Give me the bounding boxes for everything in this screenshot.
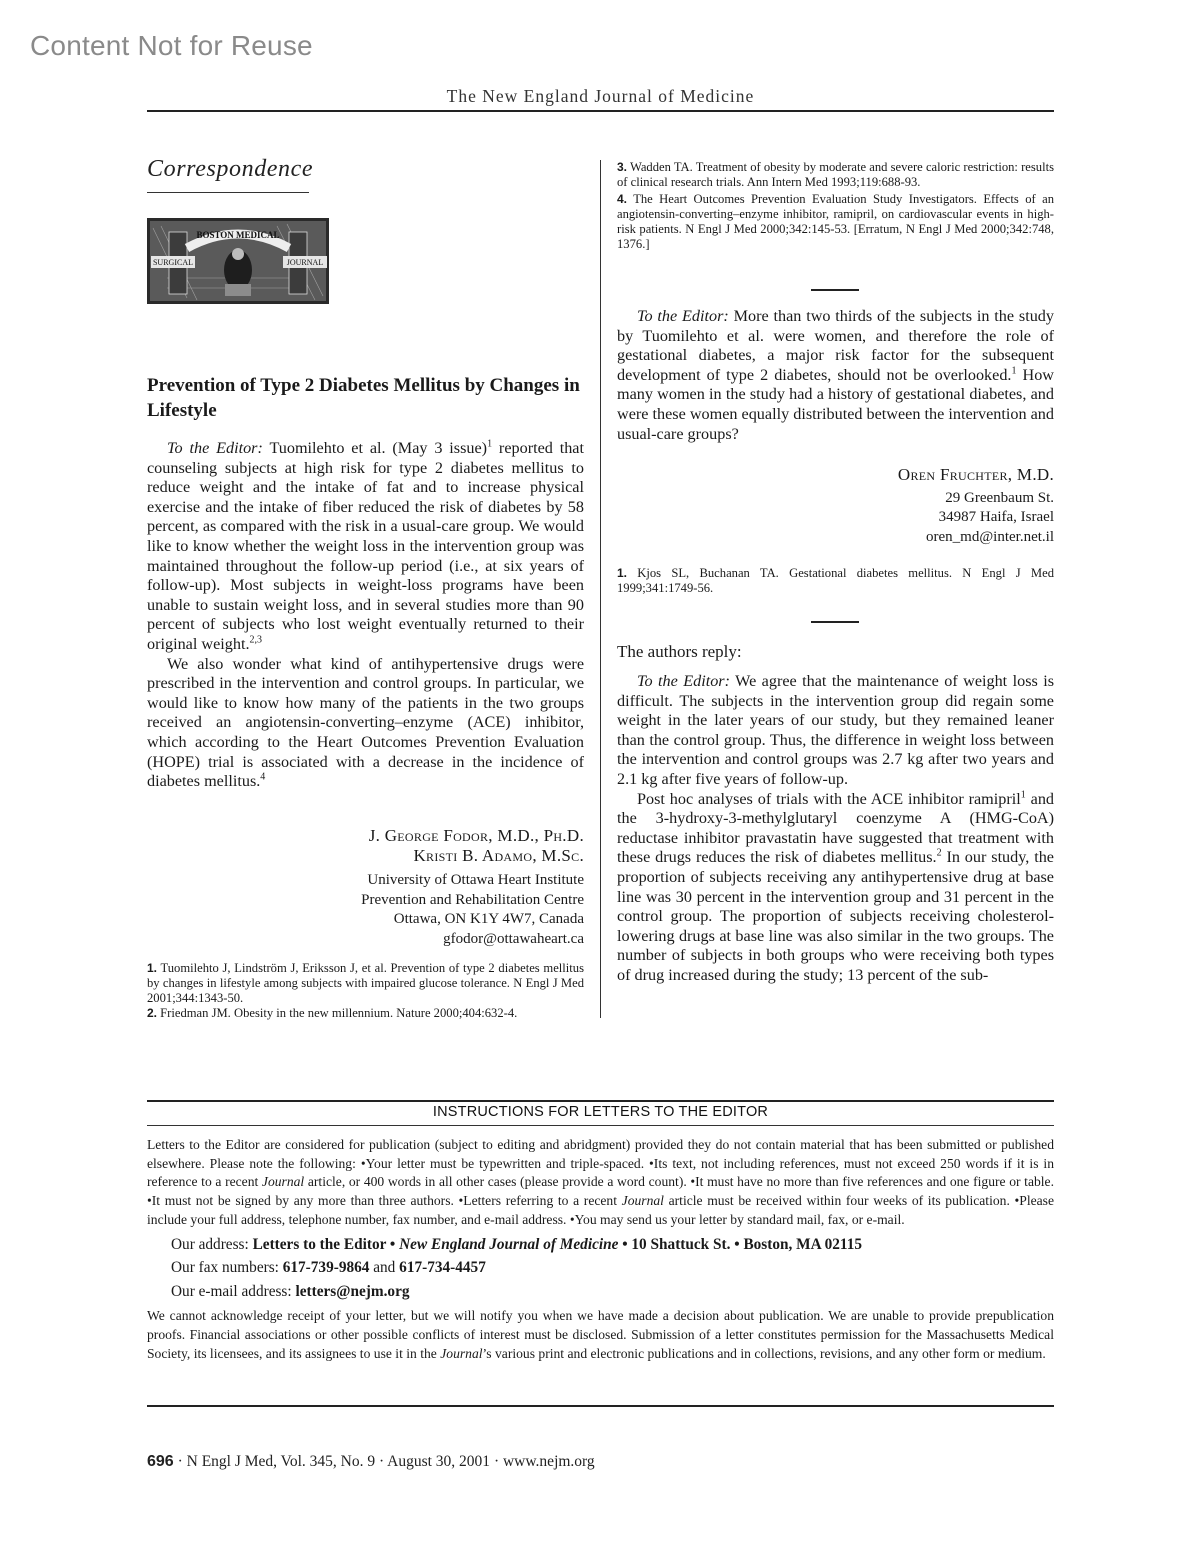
instructions-body bbox=[147, 1136, 1054, 1363]
letter-1-para-1: To the Editor: Tuomilehto et al. (May 3 issue)$^1$ reported that counseling subjects at high risk for type 2 diabetes mellitus to reduce weight and the intake of fat and to increase physical exercise and the intake of fiber reduced the risk of diabetes by 58 percent, as compared with the risk in a usual-care group. We would like to know whether the weight loss in the intervention group was maintained throughout the follow-up period (i.e., at six years of follow-up). Most subjects in weight-loss programs have been unable to sustain weight loss, and in several studies more than 90 percent of subjects who lost weight eventually returned to their original weight.$^{2,3}$ bbox=[147, 438, 584, 653]
page-number: 696 bbox=[147, 1453, 174, 1470]
author-affiliation: Prevention and Rehabilitation Centre bbox=[361, 891, 584, 908]
letter-1-body bbox=[147, 439, 584, 792]
logo-left-text: SURGICAL bbox=[152, 258, 194, 267]
instructions-para-1: Letters to the Editor are considered for publication (subject to editing and abridgment) provided they do not contain material that has been submitted or published elsewhere. Please note the following: •Your letter must be typewritten and triple-spaced. •Its text, not including references, must not exceed 250 words if it is in reference to a recent Journal article, or 400 words in all other cases (please provide a word count). •It must have no more than five references and one figure or table. •It must not be signed by any more than three authors. •Letters referring to a recent Journal article must be received within four weeks of its publication. •Please include your full address, telephone number, fax number, and e-mail address. •You may send us your letter by standard mail, fax, or e-mail. bbox=[147, 1137, 1054, 1227]
contact-email: Our e-mail address: letters@nejm.org bbox=[171, 1282, 410, 1300]
reply-heading: The authors reply: bbox=[617, 642, 742, 661]
issue-date: August 30, 2001 bbox=[387, 1453, 491, 1470]
section-title-rule bbox=[147, 192, 309, 193]
article-title: Prevention of Type 2 Diabetes Mellitus by Changes in Lifestyle bbox=[147, 375, 580, 421]
running-head: The New England Journal of Medicine bbox=[446, 86, 755, 106]
reply-para-2: Post hoc analyses of trials with the ACE inhibitor ramipril$^1$ and the 3-hydroxy-3-methylglutaryl coenzyme A (HMG-CoA) reductase inhibitor pravastatin have suggested that treatment with these drugs reduces the risk of diabetes mellitus.$^2$ In our study, the proportion of subjects receiving any antihypertensive drug at base line was 30 percent in the intervention group and 31 percent in the control group. The proportion of subjects receiving cholesterol-lowering drugs at base line was also similar in the two groups. The number of subjects in both groups who were receiving both types of drug increased during the study; 13 percent of the sub- bbox=[617, 789, 1055, 984]
author-address: 34987 Haifa, Israel bbox=[938, 509, 1054, 526]
letter-1-para-2: We also wonder what kind of antihypertensive drugs were prescribed in the intervention and control groups. In particular, we would like to know how many of the patients in the two groups received an angiotensin-converting–enzyme (ACE) inhibitor, which according to the Heart Outcomes Prevention Evaluation (HOPE) trial is associated with a decrease in the incidence of diabetes mellitus.$^4$ bbox=[147, 654, 584, 791]
letter-2-signature bbox=[617, 465, 1054, 547]
watermark: Content Not for Reuse bbox=[30, 30, 313, 61]
journal-url[interactable]: www.nejm.org bbox=[502, 1453, 595, 1470]
editor-salutation: To the Editor: bbox=[637, 672, 730, 690]
journal-logo bbox=[147, 218, 329, 304]
author-address: Ottawa, ON K1Y 4W7, Canada bbox=[393, 911, 584, 928]
contact-address: Our address: Letters to the Editor • New England Journal of Medicine • 10 Shattuck St. • Boston, MA 02115 bbox=[171, 1235, 863, 1253]
header-rule bbox=[147, 110, 1054, 112]
author-name: Kristi B. Adamo, M.Sc. bbox=[413, 845, 584, 865]
instructions-title: INSTRUCTIONS FOR LETTERS TO THE EDITOR bbox=[432, 1104, 769, 1120]
instructions-rule-mid bbox=[147, 1125, 1054, 1126]
editor-salutation: To the Editor: bbox=[637, 307, 729, 325]
letter-divider bbox=[811, 621, 859, 623]
contact-info bbox=[171, 1233, 1054, 1304]
column-separator bbox=[600, 160, 601, 1018]
instructions-rule-bottom bbox=[147, 1405, 1054, 1407]
author-address: 29 Greenbaum St. bbox=[945, 489, 1054, 506]
reply-body bbox=[617, 672, 1054, 986]
author-name: J. George Fodor, M.D., Ph.D. bbox=[368, 826, 584, 845]
reference-item: 1. Tuomilehto J, Lindström J, Eriksson J, et al. Prevention of type 2 diabetes mellitus by changes in lifestyle among subjects with impaired glucose tolerance. N Engl J Med 2001;344:1343-50. bbox=[147, 961, 584, 1005]
instructions-para-2: We cannot acknowledge receipt of your letter, but we will notify you when we have made a decision about publication. We are unable to provide prepublication proofs. Financial associations or other possible conflicts of interest must be disclosed. Submission of a letter constitutes permission for the Massachusetts Medical Society, its licensees, and its assignees to use it in the Journal’s various print and electronic publications and in collections, revisions, and any other form or medium. bbox=[147, 1308, 1054, 1361]
reference-item: 3. Wadden TA. Treatment of obesity by moderate and severe caloric restriction: results of clinical research trials. Ann Intern Med 1993;119:688-93. bbox=[617, 160, 1054, 189]
author-email: oren_md@inter.net.il bbox=[926, 528, 1054, 545]
reference-item: 1. Kjos SL, Buchanan TA. Gestational diabetes mellitus. N Engl J Med 1999;341:1749-56. bbox=[617, 566, 1054, 595]
reference-item: 2. Friedman JM. Obesity in the new millennium. Nature 2000;404:632-4. bbox=[147, 1006, 518, 1020]
author-email: gfodor@ottawaheart.ca bbox=[443, 930, 584, 947]
instructions-rule-top bbox=[147, 1100, 1054, 1102]
citation: N Engl J Med, Vol. 345, No. 9 bbox=[186, 1453, 376, 1470]
letter-1-references-right bbox=[617, 160, 1054, 252]
author-affiliation: University of Ottawa Heart Institute bbox=[367, 872, 584, 889]
reply-para-1: To the Editor: We agree that the maintenance of weight loss is difficult. The subjects in the intervention group did regain some weight in the later years of our study, but they remained leaner than the control group. Thus, the difference in weight loss between the intervention and control groups was 2.7 kg after two years and 2.1 kg after five years of follow-up. bbox=[617, 672, 1054, 788]
letter-2-references bbox=[617, 566, 1054, 596]
letter-1-references-left bbox=[147, 961, 584, 1021]
email-link[interactable]: letters@nejm.org bbox=[295, 1282, 410, 1300]
logo-top-text: BOSTON MEDICAL bbox=[196, 230, 280, 240]
reference-item: 4. The Heart Outcomes Prevention Evaluation Study Investigators. Effects of an angiotensin-converting–enzyme inhibitor, ramipril, on cardiovascular events in high-risk patients. N Engl J Med 2000;342:145-53. [Erratum, N Engl J Med 2000;342:748, 1376.] bbox=[617, 192, 1054, 251]
letter-2-body bbox=[617, 307, 1054, 444]
contact-fax: Our fax numbers: 617-739-9864 and 617-734-4457 bbox=[171, 1259, 486, 1277]
author-name: Oren Fruchter, M.D. bbox=[897, 465, 1054, 484]
logo-right-text: JOURNAL bbox=[286, 258, 324, 267]
letter-1-signature bbox=[147, 826, 584, 950]
section-title: Correspondence bbox=[147, 156, 314, 182]
page-footer: 696 · N Engl J Med, Vol. 345, No. 9 · August 30, 2001 · www.nejm.org bbox=[147, 1453, 595, 1470]
letter-2-para: To the Editor: More than two thirds of the subjects in the study by Tuomilehto et al. were women, and therefore the role of gestational diabetes, a major risk factor for the subsequent development of type 2 diabetes, should not be overlooked.$^1$ How many women in the study had a history of gestational diabetes, and were these women equally distributed between the intervention and usual-care groups? bbox=[617, 307, 1054, 443]
editor-salutation: To the Editor: bbox=[167, 439, 263, 457]
letter-divider bbox=[811, 289, 859, 291]
